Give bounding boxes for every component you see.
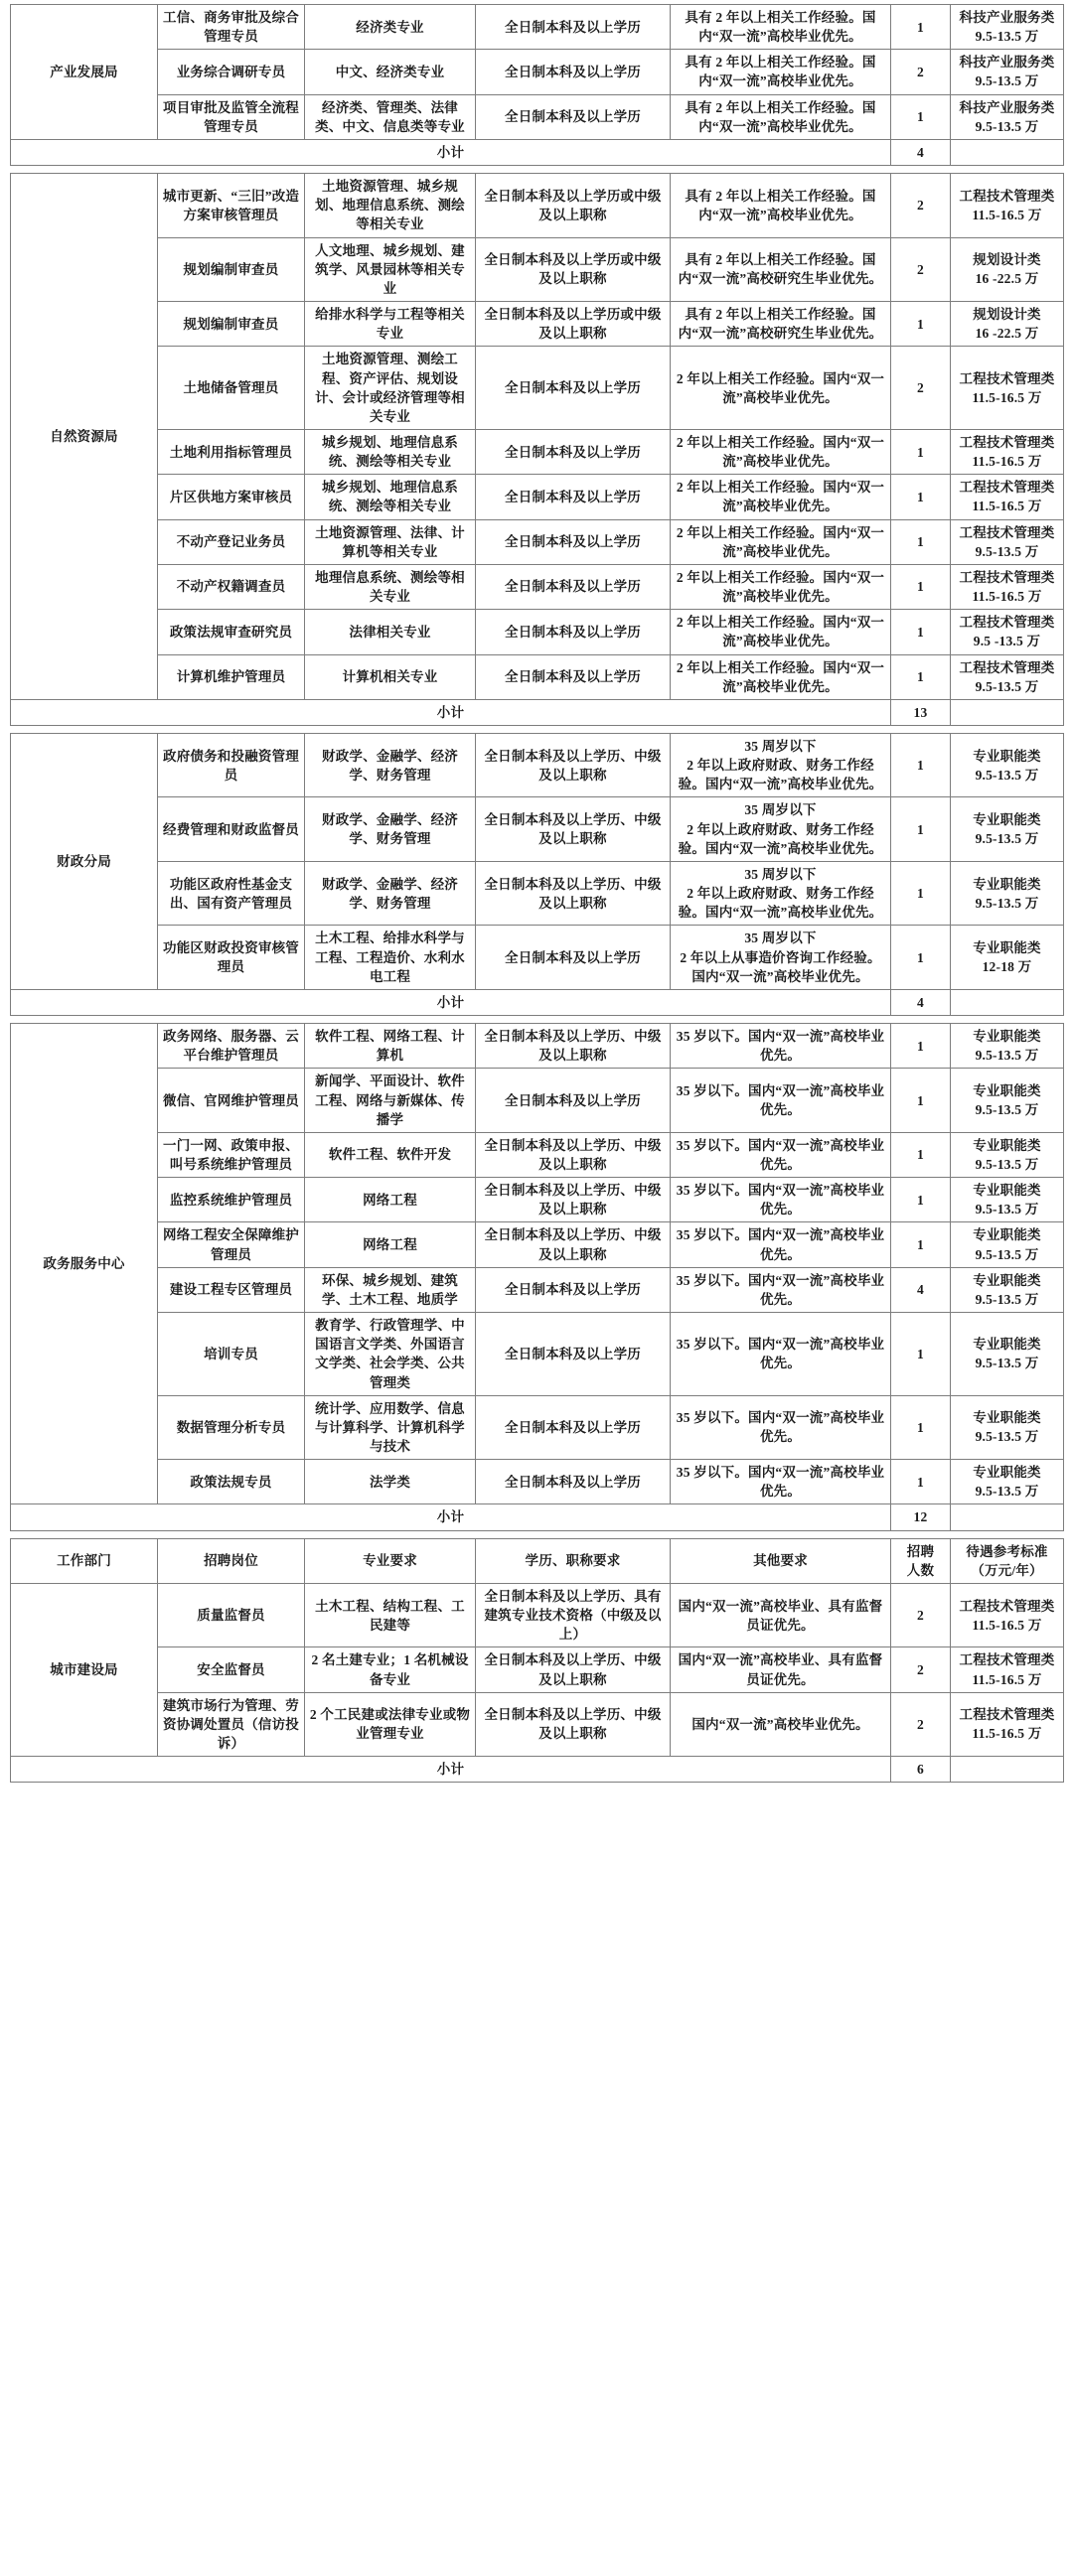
post-cell: 政策法规专员	[158, 1460, 305, 1504]
education-cell: 全日制本科及以上学历	[476, 94, 671, 139]
table-row	[11, 610, 1064, 654]
other-requirements-cell: 35 岁以下。国内“双一流”高校毕业优先。	[671, 1395, 891, 1459]
column-header-pay: 待遇参考标准 （万元/年）	[951, 1538, 1064, 1583]
headcount-cell: 1	[891, 861, 951, 925]
major-cell: 土地资源管理、法律、计算机等相关专业	[305, 519, 476, 564]
post-cell: 片区供地方案审核员	[158, 475, 305, 519]
other-requirements-cell: 2 年以上相关工作经验。国内“双一流”高校毕业优先。	[671, 475, 891, 519]
post-cell: 城市更新、“三旧”改造方案审核管理员	[158, 174, 305, 237]
headcount-cell: 2	[891, 1583, 951, 1646]
department-table	[10, 173, 1064, 726]
salary-cell: 工程技术管理类 11.5-16.5 万	[951, 347, 1064, 430]
other-requirements-cell: 35 周岁以下 2 年以上政府财政、财务工作经验。国内“双一流”高校毕业优先。	[671, 861, 891, 925]
post-cell: 项目审批及监管全流程管理专员	[158, 94, 305, 139]
other-requirements-cell: 35 岁以下。国内“双一流”高校毕业优先。	[671, 1178, 891, 1222]
table-row	[11, 1132, 1064, 1177]
post-cell: 政策法规审查研究员	[158, 610, 305, 654]
headcount-cell: 1	[891, 5, 951, 50]
table-row	[11, 1460, 1064, 1504]
education-cell: 全日制本科及以上学历	[476, 610, 671, 654]
headcount-cell: 2	[891, 347, 951, 430]
major-cell: 软件工程、软件开发	[305, 1132, 476, 1177]
education-cell: 全日制本科及以上学历、中级及以上职称	[476, 1178, 671, 1222]
education-cell: 全日制本科及以上学历或中级及以上职称	[476, 237, 671, 301]
salary-cell: 规划设计类 16 -22.5 万	[951, 237, 1064, 301]
table-header-row	[11, 1538, 1064, 1583]
post-cell: 政务网络、服务器、云平台维护管理员	[158, 1024, 305, 1069]
subtotal-count: 13	[891, 699, 951, 725]
education-cell: 全日制本科及以上学历、中级及以上职称	[476, 1132, 671, 1177]
department-name-cell: 产业发展局	[11, 5, 158, 140]
salary-cell: 工程技术管理类 11.5-16.5 万	[951, 1692, 1064, 1756]
table-row	[11, 50, 1064, 94]
post-cell: 建设工程专区管理员	[158, 1267, 305, 1312]
table-row	[11, 861, 1064, 925]
major-cell: 网络工程	[305, 1222, 476, 1267]
subtotal-salary-blank	[951, 1757, 1064, 1783]
department-table	[10, 1023, 1064, 1531]
headcount-cell: 2	[891, 50, 951, 94]
headcount-cell: 1	[891, 1132, 951, 1177]
headcount-cell: 1	[891, 475, 951, 519]
department-name-cell: 自然资源局	[11, 174, 158, 700]
other-requirements-cell: 具有 2 年以上相关工作经验。国内“双一流”高校研究生毕业优先。	[671, 302, 891, 347]
headcount-cell: 1	[891, 1222, 951, 1267]
salary-cell: 专业职能类 9.5-13.5 万	[951, 1460, 1064, 1504]
headcount-cell: 4	[891, 1267, 951, 1312]
education-cell: 全日制本科及以上学历、中级及以上职称	[476, 861, 671, 925]
post-cell: 功能区财政投资审核管理员	[158, 926, 305, 989]
post-cell: 安全监督员	[158, 1647, 305, 1692]
salary-cell: 专业职能类 9.5-13.5 万	[951, 1395, 1064, 1459]
post-cell: 不动产登记业务员	[158, 519, 305, 564]
table-row	[11, 429, 1064, 474]
major-cell: 土木工程、给排水科学与工程、工程造价、水利水电工程	[305, 926, 476, 989]
major-cell: 经济类专业	[305, 5, 476, 50]
other-requirements-cell: 35 岁以下。国内“双一流”高校毕业优先。	[671, 1069, 891, 1132]
other-requirements-cell: 国内“双一流”高校毕业、具有监督员证优先。	[671, 1583, 891, 1646]
other-requirements-cell: 35 周岁以下 2 年以上政府财政、财务工作经验。国内“双一流”高校毕业优先。	[671, 797, 891, 861]
table-row	[11, 5, 1064, 50]
table-row	[11, 174, 1064, 237]
education-cell: 全日制本科及以上学历、中级及以上职称	[476, 1692, 671, 1756]
salary-cell: 工程技术管理类 11.5-16.5 万	[951, 1583, 1064, 1646]
salary-cell: 专业职能类 9.5-13.5 万	[951, 1313, 1064, 1396]
education-cell: 全日制本科及以上学历	[476, 1267, 671, 1312]
subtotal-row	[11, 139, 1064, 165]
salary-cell: 专业职能类 9.5-13.5 万	[951, 1069, 1064, 1132]
post-cell: 政府债务和投融资管理员	[158, 734, 305, 797]
headcount-cell: 2	[891, 174, 951, 237]
education-cell: 全日制本科及以上学历	[476, 50, 671, 94]
subtotal-row	[11, 1504, 1064, 1530]
headcount-cell: 2	[891, 1647, 951, 1692]
other-requirements-cell: 2 年以上相关工作经验。国内“双一流”高校毕业优先。	[671, 429, 891, 474]
education-cell: 全日制本科及以上学历、具有建筑专业技术资格（中级及以上）	[476, 1583, 671, 1646]
column-header-major: 专业要求	[305, 1538, 476, 1583]
major-cell: 软件工程、网络工程、计算机	[305, 1024, 476, 1069]
headcount-cell: 1	[891, 734, 951, 797]
education-cell: 全日制本科及以上学历	[476, 347, 671, 430]
other-requirements-cell: 35 周岁以下 2 年以上政府财政、财务工作经验。国内“双一流”高校毕业优先。	[671, 734, 891, 797]
headcount-cell: 1	[891, 797, 951, 861]
major-cell: 土地资源管理、城乡规划、地理信息系统、测绘等相关专业	[305, 174, 476, 237]
major-cell: 法学类	[305, 1460, 476, 1504]
post-cell: 微信、官网维护管理员	[158, 1069, 305, 1132]
other-requirements-cell: 国内“双一流”高校毕业、具有监督员证优先。	[671, 1647, 891, 1692]
table-row	[11, 1583, 1064, 1646]
subtotal-count: 4	[891, 139, 951, 165]
column-header-num: 招聘 人数	[891, 1538, 951, 1583]
other-requirements-cell: 具有 2 年以上相关工作经验。国内“双一流”高校毕业优先。	[671, 94, 891, 139]
salary-cell: 工程技术管理类 11.5-16.5 万	[951, 1647, 1064, 1692]
table-row	[11, 797, 1064, 861]
salary-cell: 规划设计类 16 -22.5 万	[951, 302, 1064, 347]
other-requirements-cell: 2 年以上相关工作经验。国内“双一流”高校毕业优先。	[671, 347, 891, 430]
table-row	[11, 237, 1064, 301]
table-row	[11, 1395, 1064, 1459]
other-requirements-cell: 2 年以上相关工作经验。国内“双一流”高校毕业优先。	[671, 519, 891, 564]
education-cell: 全日制本科及以上学历	[476, 926, 671, 989]
major-cell: 城乡规划、地理信息系统、测绘等相关专业	[305, 475, 476, 519]
post-cell: 网络工程安全保障维护管理员	[158, 1222, 305, 1267]
salary-cell: 工程技术管理类 11.5-16.5 万	[951, 564, 1064, 609]
headcount-cell: 1	[891, 926, 951, 989]
salary-cell: 工程技术管理类 9.5-13.5 万	[951, 519, 1064, 564]
education-cell: 全日制本科及以上学历	[476, 1313, 671, 1396]
headcount-cell: 1	[891, 654, 951, 699]
other-requirements-cell: 具有 2 年以上相关工作经验。国内“双一流”高校毕业优先。	[671, 5, 891, 50]
headcount-cell: 1	[891, 610, 951, 654]
post-cell: 数据管理分析专员	[158, 1395, 305, 1459]
major-cell: 人文地理、城乡规划、建筑学、风景园林等相关专业	[305, 237, 476, 301]
table-row	[11, 1024, 1064, 1069]
salary-cell: 工程技术管理类 11.5-16.5 万	[951, 174, 1064, 237]
headcount-cell: 1	[891, 1313, 951, 1396]
other-requirements-cell: 35 周岁以下 2 年以上从事造价咨询工作经验。国内“双一流”高校毕业优先。	[671, 926, 891, 989]
headcount-cell: 1	[891, 1395, 951, 1459]
subtotal-salary-blank	[951, 1504, 1064, 1530]
subtotal-label: 小计	[11, 1757, 891, 1783]
other-requirements-cell: 具有 2 年以上相关工作经验。国内“双一流”高校毕业优先。	[671, 174, 891, 237]
post-cell: 规划编制审查员	[158, 237, 305, 301]
subtotal-salary-blank	[951, 699, 1064, 725]
other-requirements-cell: 35 岁以下。国内“双一流”高校毕业优先。	[671, 1313, 891, 1396]
column-header-dept: 工作部门	[11, 1538, 158, 1583]
major-cell: 2 个工民建或法律专业或物业管理专业	[305, 1692, 476, 1756]
post-cell: 一门一网、政策申报、叫号系统维护管理员	[158, 1132, 305, 1177]
major-cell: 新闻学、平面设计、软件工程、网络与新媒体、传播学	[305, 1069, 476, 1132]
department-name-cell: 城市建设局	[11, 1583, 158, 1756]
education-cell: 全日制本科及以上学历、中级及以上职称	[476, 1647, 671, 1692]
education-cell: 全日制本科及以上学历、中级及以上职称	[476, 1222, 671, 1267]
column-header-edu: 学历、职称要求	[476, 1538, 671, 1583]
post-cell: 计算机维护管理员	[158, 654, 305, 699]
other-requirements-cell: 2 年以上相关工作经验。国内“双一流”高校毕业优先。	[671, 564, 891, 609]
headcount-cell: 1	[891, 1460, 951, 1504]
education-cell: 全日制本科及以上学历	[476, 1395, 671, 1459]
headcount-cell: 1	[891, 1024, 951, 1069]
post-cell: 工信、商务审批及综合管理专员	[158, 5, 305, 50]
major-cell: 城乡规划、地理信息系统、测绘等相关专业	[305, 429, 476, 474]
subtotal-salary-blank	[951, 139, 1064, 165]
other-requirements-cell: 2 年以上相关工作经验。国内“双一流”高校毕业优先。	[671, 654, 891, 699]
headcount-cell: 1	[891, 94, 951, 139]
post-cell: 业务综合调研专员	[158, 50, 305, 94]
department-table	[10, 4, 1064, 166]
major-cell: 教育学、行政管理学、中国语言文学类、外国语言文学类、社会学类、公共管理类	[305, 1313, 476, 1396]
education-cell: 全日制本科及以上学历或中级及以上职称	[476, 174, 671, 237]
major-cell: 环保、城乡规划、建筑学、土木工程、地质学	[305, 1267, 476, 1312]
column-header-other: 其他要求	[671, 1538, 891, 1583]
major-cell: 财政学、金融学、经济学、财务管理	[305, 734, 476, 797]
major-cell: 土地资源管理、测绘工程、资产评估、规划设计、会计或经济管理等相关专业	[305, 347, 476, 430]
subtotal-count: 4	[891, 989, 951, 1015]
other-requirements-cell: 国内“双一流”高校毕业优先。	[671, 1692, 891, 1756]
education-cell: 全日制本科及以上学历	[476, 475, 671, 519]
education-cell: 全日制本科及以上学历	[476, 5, 671, 50]
major-cell: 经济类、管理类、法律类、中文、信息类等专业	[305, 94, 476, 139]
education-cell: 全日制本科及以上学历	[476, 1069, 671, 1132]
subtotal-label: 小计	[11, 1504, 891, 1530]
education-cell: 全日制本科及以上学历	[476, 564, 671, 609]
table-row	[11, 926, 1064, 989]
subtotal-count: 6	[891, 1757, 951, 1783]
salary-cell: 科技产业服务类 9.5-13.5 万	[951, 50, 1064, 94]
department-table	[10, 1538, 1064, 1784]
salary-cell: 工程技术管理类 11.5-16.5 万	[951, 429, 1064, 474]
headcount-cell: 1	[891, 1069, 951, 1132]
headcount-cell: 1	[891, 564, 951, 609]
table-row	[11, 1313, 1064, 1396]
post-cell: 土地利用指标管理员	[158, 429, 305, 474]
education-cell: 全日制本科及以上学历或中级及以上职称	[476, 302, 671, 347]
table-row	[11, 347, 1064, 430]
other-requirements-cell: 2 年以上相关工作经验。国内“双一流”高校毕业优先。	[671, 610, 891, 654]
department-name-cell: 政务服务中心	[11, 1024, 158, 1504]
major-cell: 2 名土建专业；1 名机械设备专业	[305, 1647, 476, 1692]
major-cell: 地理信息系统、测绘等相关专业	[305, 564, 476, 609]
education-cell: 全日制本科及以上学历	[476, 429, 671, 474]
education-cell: 全日制本科及以上学历、中级及以上职称	[476, 797, 671, 861]
table-row	[11, 519, 1064, 564]
subtotal-count: 12	[891, 1504, 951, 1530]
subtotal-label: 小计	[11, 989, 891, 1015]
department-name-cell: 财政分局	[11, 734, 158, 990]
salary-cell: 工程技术管理类 11.5-16.5 万	[951, 475, 1064, 519]
department-table	[10, 733, 1064, 1016]
tables-root	[10, 4, 1063, 1783]
education-cell: 全日制本科及以上学历	[476, 654, 671, 699]
table-row	[11, 1647, 1064, 1692]
other-requirements-cell: 35 岁以下。国内“双一流”高校毕业优先。	[671, 1132, 891, 1177]
table-row	[11, 475, 1064, 519]
education-cell: 全日制本科及以上学历	[476, 1460, 671, 1504]
subtotal-row	[11, 699, 1064, 725]
other-requirements-cell: 35 岁以下。国内“双一流”高校毕业优先。	[671, 1222, 891, 1267]
headcount-cell: 2	[891, 1692, 951, 1756]
table-row	[11, 1267, 1064, 1312]
table-row	[11, 1178, 1064, 1222]
salary-cell: 工程技术管理类 9.5 -13.5 万	[951, 610, 1064, 654]
post-cell: 规划编制审查员	[158, 302, 305, 347]
post-cell: 质量监督员	[158, 1583, 305, 1646]
table-row	[11, 1222, 1064, 1267]
other-requirements-cell: 35 岁以下。国内“双一流”高校毕业优先。	[671, 1267, 891, 1312]
post-cell: 经费管理和财政监督员	[158, 797, 305, 861]
table-row	[11, 1069, 1064, 1132]
salary-cell: 专业职能类 9.5-13.5 万	[951, 861, 1064, 925]
other-requirements-cell: 35 岁以下。国内“双一流”高校毕业优先。	[671, 1024, 891, 1069]
education-cell: 全日制本科及以上学历	[476, 519, 671, 564]
column-header-post: 招聘岗位	[158, 1538, 305, 1583]
salary-cell: 工程技术管理类 9.5-13.5 万	[951, 654, 1064, 699]
table-row	[11, 654, 1064, 699]
headcount-cell: 1	[891, 302, 951, 347]
salary-cell: 专业职能类 9.5-13.5 万	[951, 1267, 1064, 1312]
table-row	[11, 564, 1064, 609]
table-row	[11, 1692, 1064, 1756]
major-cell: 财政学、金融学、经济学、财务管理	[305, 861, 476, 925]
salary-cell: 专业职能类 9.5-13.5 万	[951, 1024, 1064, 1069]
subtotal-label: 小计	[11, 699, 891, 725]
headcount-cell: 1	[891, 519, 951, 564]
post-cell: 监控系统维护管理员	[158, 1178, 305, 1222]
post-cell: 建筑市场行为管理、劳资协调处置员（信访投诉）	[158, 1692, 305, 1756]
headcount-cell: 1	[891, 429, 951, 474]
salary-cell: 专业职能类 9.5-13.5 万	[951, 1222, 1064, 1267]
salary-cell: 专业职能类 9.5-13.5 万	[951, 734, 1064, 797]
other-requirements-cell: 具有 2 年以上相关工作经验。国内“双一流”高校毕业优先。	[671, 50, 891, 94]
salary-cell: 专业职能类 9.5-13.5 万	[951, 1178, 1064, 1222]
post-cell: 培训专员	[158, 1313, 305, 1396]
subtotal-salary-blank	[951, 989, 1064, 1015]
education-cell: 全日制本科及以上学历、中级及以上职称	[476, 1024, 671, 1069]
major-cell: 中文、经济类专业	[305, 50, 476, 94]
salary-cell: 专业职能类 9.5-13.5 万	[951, 797, 1064, 861]
table-row	[11, 94, 1064, 139]
major-cell: 网络工程	[305, 1178, 476, 1222]
table-row	[11, 734, 1064, 797]
salary-cell: 专业职能类 12-18 万	[951, 926, 1064, 989]
major-cell: 给排水科学与工程等相关专业	[305, 302, 476, 347]
post-cell: 功能区政府性基金支出、国有资产管理员	[158, 861, 305, 925]
headcount-cell: 2	[891, 237, 951, 301]
salary-cell: 科技产业服务类 9.5-13.5 万	[951, 94, 1064, 139]
education-cell: 全日制本科及以上学历、中级及以上职称	[476, 734, 671, 797]
major-cell: 法律相关专业	[305, 610, 476, 654]
salary-cell: 专业职能类 9.5-13.5 万	[951, 1132, 1064, 1177]
table-row	[11, 302, 1064, 347]
subtotal-label: 小计	[11, 139, 891, 165]
subtotal-row	[11, 989, 1064, 1015]
headcount-cell: 1	[891, 1178, 951, 1222]
post-cell: 土地储备管理员	[158, 347, 305, 430]
post-cell: 不动产权籍调查员	[158, 564, 305, 609]
major-cell: 统计学、应用数学、信息与计算科学、计算机科学与技术	[305, 1395, 476, 1459]
subtotal-row	[11, 1757, 1064, 1783]
salary-cell: 科技产业服务类 9.5-13.5 万	[951, 5, 1064, 50]
other-requirements-cell: 具有 2 年以上相关工作经验。国内“双一流”高校研究生毕业优先。	[671, 237, 891, 301]
major-cell: 计算机相关专业	[305, 654, 476, 699]
major-cell: 土木工程、结构工程、工民建等	[305, 1583, 476, 1646]
major-cell: 财政学、金融学、经济学、财务管理	[305, 797, 476, 861]
other-requirements-cell: 35 岁以下。国内“双一流”高校毕业优先。	[671, 1460, 891, 1504]
